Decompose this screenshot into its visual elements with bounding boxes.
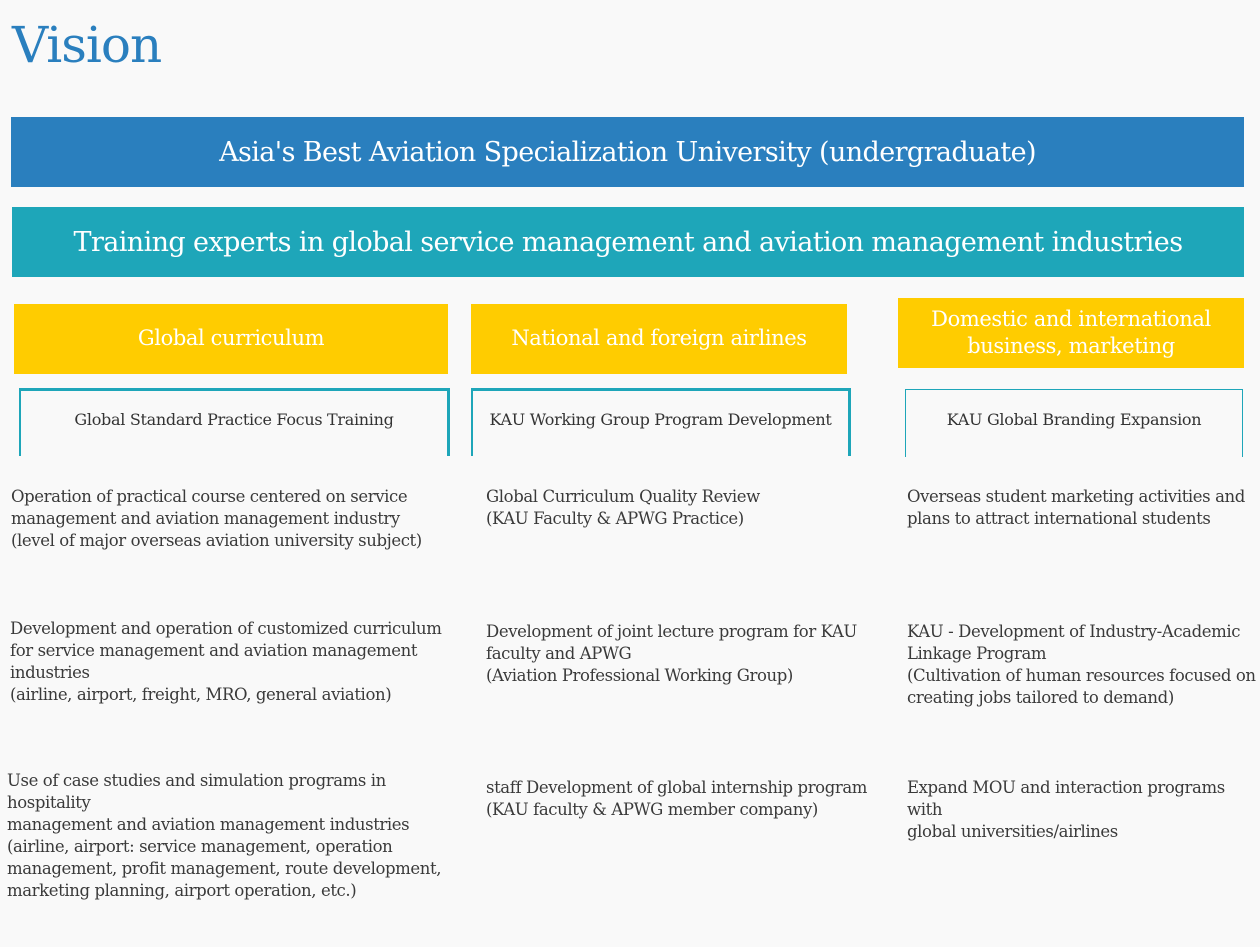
vision-banner: Asia's Best Aviation Specialization University (undergraduate) <box>11 117 1244 187</box>
mission-banner: Training experts in global service management and aviation management industries <box>12 207 1244 277</box>
strategy-box-working-group: KAU Working Group Program Development <box>471 388 851 456</box>
list-item: staff Development of global internship program (KAU faculty & APWG member company) <box>486 778 868 819</box>
list-item: Overseas student marketing activities and plans to attract international students <box>907 487 1245 528</box>
strategy-box-global-branding: KAU Global Branding Expansion <box>905 389 1243 457</box>
list-item: Use of case studies and simulation programs in hospitality management and aviation management industries (airline, airport: service management, operation management, profit management, route development, marketing planning, airport operation, etc.) <box>7 771 442 900</box>
list-item: Development and operation of customized curriculum for service management and aviation management industries (airline, airport, freight, MRO, general aviation) <box>10 619 442 704</box>
pillar-business-marketing: Domestic and international business, marketing <box>898 298 1244 368</box>
list-item: Operation of practical course centered on service management and aviation management industry (level of major overseas aviation university subject) <box>11 487 422 550</box>
list-item: Expand MOU and interaction programs with global universities/airlines <box>907 778 1225 841</box>
list-item: Development of joint lecture program for KAU faculty and APWG (Aviation Professional Working Group) <box>486 622 857 685</box>
page-title: Vision <box>12 16 162 74</box>
list-item: Global Curriculum Quality Review (KAU Faculty & APWG Practice) <box>486 487 760 528</box>
list-item: KAU - Development of Industry-Academic Linkage Program (Cultivation of human resources focused on creating jobs tailored to demand) <box>907 622 1256 707</box>
pillar-airlines: National and foreign airlines <box>471 304 847 374</box>
strategy-box-global-standard: Global Standard Practice Focus Training <box>19 388 450 456</box>
pillar-global-curriculum: Global curriculum <box>14 304 448 374</box>
